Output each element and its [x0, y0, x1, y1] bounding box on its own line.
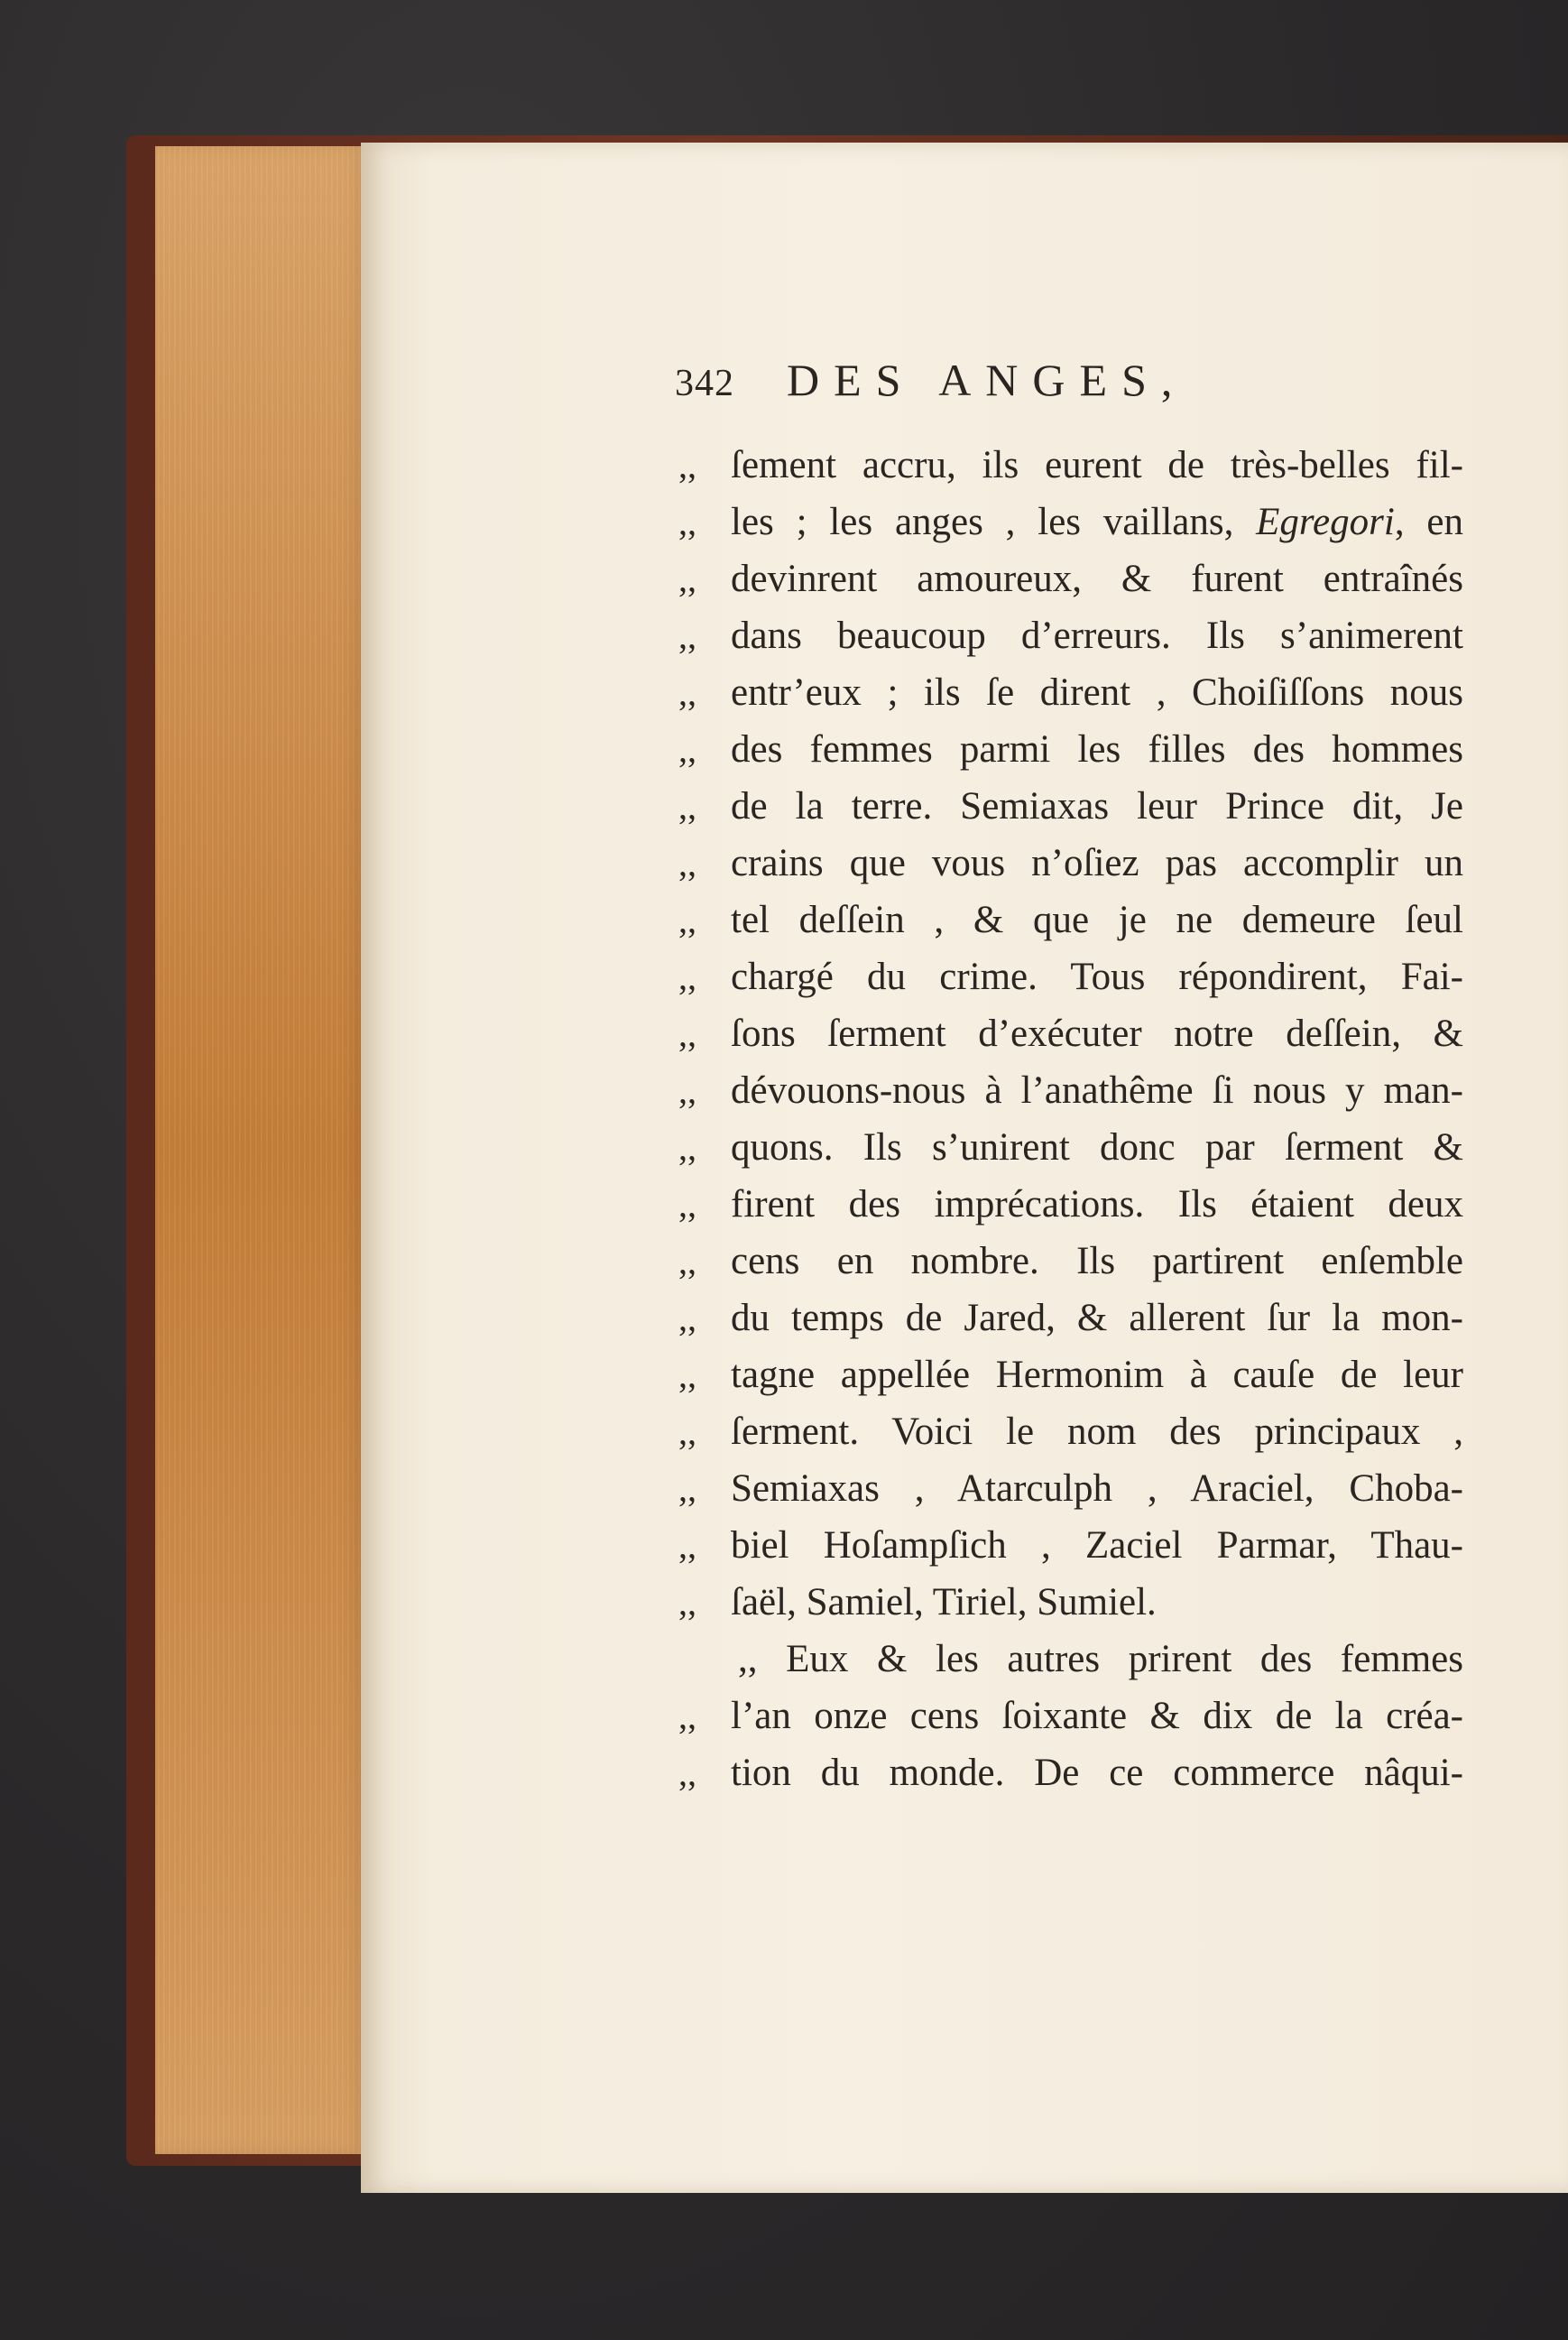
line-text: Semiaxas , Atarculph , Araciel, Choba- — [731, 1467, 1463, 1510]
line-text: l’an onze cens ſoixante & dix de la créa- — [731, 1695, 1463, 1737]
quote-mark: ,, — [678, 615, 696, 656]
line-text — [731, 494, 1463, 550]
quote-mark: ,, — [678, 1696, 696, 1736]
text-line — [678, 550, 1463, 607]
text-line — [678, 835, 1463, 892]
quote-mark: ,, — [678, 445, 696, 486]
line-text: dans beaucoup d’erreurs. Ils s’animerent — [731, 615, 1463, 657]
quote-mark: ,, — [678, 1582, 696, 1623]
text-line — [678, 1688, 1463, 1744]
body-text — [678, 437, 1463, 1801]
text-line — [678, 607, 1463, 664]
text-line — [678, 1062, 1463, 1119]
quote-mark: ,, — [678, 1241, 696, 1281]
line-text: quons. Ils s’unirent donc par ſerment & — [731, 1126, 1463, 1169]
quote-mark: ,, — [678, 843, 696, 883]
quote-mark: ,, — [678, 729, 696, 770]
quote-mark: ,, — [678, 1298, 696, 1338]
text-line — [678, 1744, 1463, 1801]
text-line — [678, 1574, 1463, 1631]
text-line — [678, 1176, 1463, 1233]
quote-mark: ,, — [678, 1411, 696, 1452]
page-header — [675, 354, 1186, 417]
text-line — [678, 1460, 1463, 1517]
line-text: des femmes parmi les filles des hommes — [731, 728, 1463, 771]
line-text: ſons ſerment d’exécuter notre deſſein, & — [731, 1013, 1463, 1055]
quote-mark: ,, — [678, 672, 696, 713]
text-line — [678, 1403, 1463, 1460]
line-text: biel Hoſampſich , Zaciel Parmar, Thau- — [731, 1524, 1463, 1567]
text-line — [678, 721, 1463, 778]
text-line — [678, 664, 1463, 721]
line-text-part: les ; les anges , les vaillans, — [731, 501, 1257, 543]
text-line — [678, 948, 1463, 1005]
quote-mark: ,, — [678, 1355, 696, 1395]
quote-mark: ,, — [678, 559, 696, 599]
line-text: devinrent amoureux, & furent entraînés — [731, 558, 1463, 600]
text-line — [678, 1119, 1463, 1176]
line-text: tel deſſein , & que je ne demeure ſeul — [731, 899, 1463, 941]
text-line — [678, 1631, 1463, 1688]
page-number: 342 — [675, 363, 734, 404]
text-line — [678, 778, 1463, 835]
quote-mark: ,, — [678, 1127, 696, 1168]
quote-mark: ,, — [678, 1070, 696, 1111]
text-line — [678, 1517, 1463, 1574]
quote-mark: ,, — [678, 1525, 696, 1566]
quote-mark: ,, — [678, 957, 696, 997]
line-text: ſaël, Samiel, Tiriel, Sumiel. — [731, 1581, 1157, 1623]
line-text-part: , en — [1394, 501, 1463, 543]
quote-mark: ,, — [678, 786, 696, 827]
text-line — [678, 437, 1463, 494]
line-text: firent des imprécations. Ils étaient deux — [731, 1183, 1463, 1225]
quote-mark: ,, — [678, 1753, 696, 1793]
italic-term: Egregori — [1256, 501, 1395, 543]
text-line — [678, 1290, 1463, 1346]
line-text: du temps de Jared, & allerent ſur la mon- — [731, 1297, 1463, 1339]
running-title: DES ANGES, — [787, 355, 1187, 405]
line-text: ſerment. Voici le nom des principaux , — [731, 1410, 1463, 1453]
line-text: entr’eux ; ils ſe dirent , Choiſiſſons nous — [731, 671, 1463, 714]
line-text: tagne appellée Hermonim à cauſe de leur — [731, 1354, 1463, 1396]
line-text: cens en nombre. Ils partirent enſemble — [731, 1240, 1463, 1282]
line-text: crains que vous n’oſiez pas accomplir un — [731, 842, 1463, 884]
text-line — [678, 494, 1463, 550]
text-line — [678, 1346, 1463, 1403]
line-text: ſement accru, ils eurent de très-belles fil- — [731, 444, 1463, 486]
quote-mark: ,, — [678, 1184, 696, 1225]
line-text: dévouons-nous à l’anathême ſi nous y man- — [731, 1069, 1463, 1112]
quote-mark: ,, — [678, 900, 696, 940]
line-text: ,, Eux & les autres prirent des femmes — [738, 1638, 1463, 1680]
line-text: de la terre. Semiaxas leur Prince dit, Je — [731, 785, 1463, 828]
text-line — [678, 1005, 1463, 1062]
line-text: tion du monde. De ce commerce nâqui- — [731, 1752, 1463, 1794]
line-text: chargé du crime. Tous répondirent, Fai- — [731, 956, 1463, 998]
quote-mark: ,, — [678, 1468, 696, 1509]
page-edges — [155, 146, 368, 2154]
text-line — [678, 892, 1463, 948]
text-line — [678, 1233, 1463, 1290]
quote-mark: ,, — [678, 1013, 696, 1054]
quote-mark: ,, — [678, 502, 696, 542]
